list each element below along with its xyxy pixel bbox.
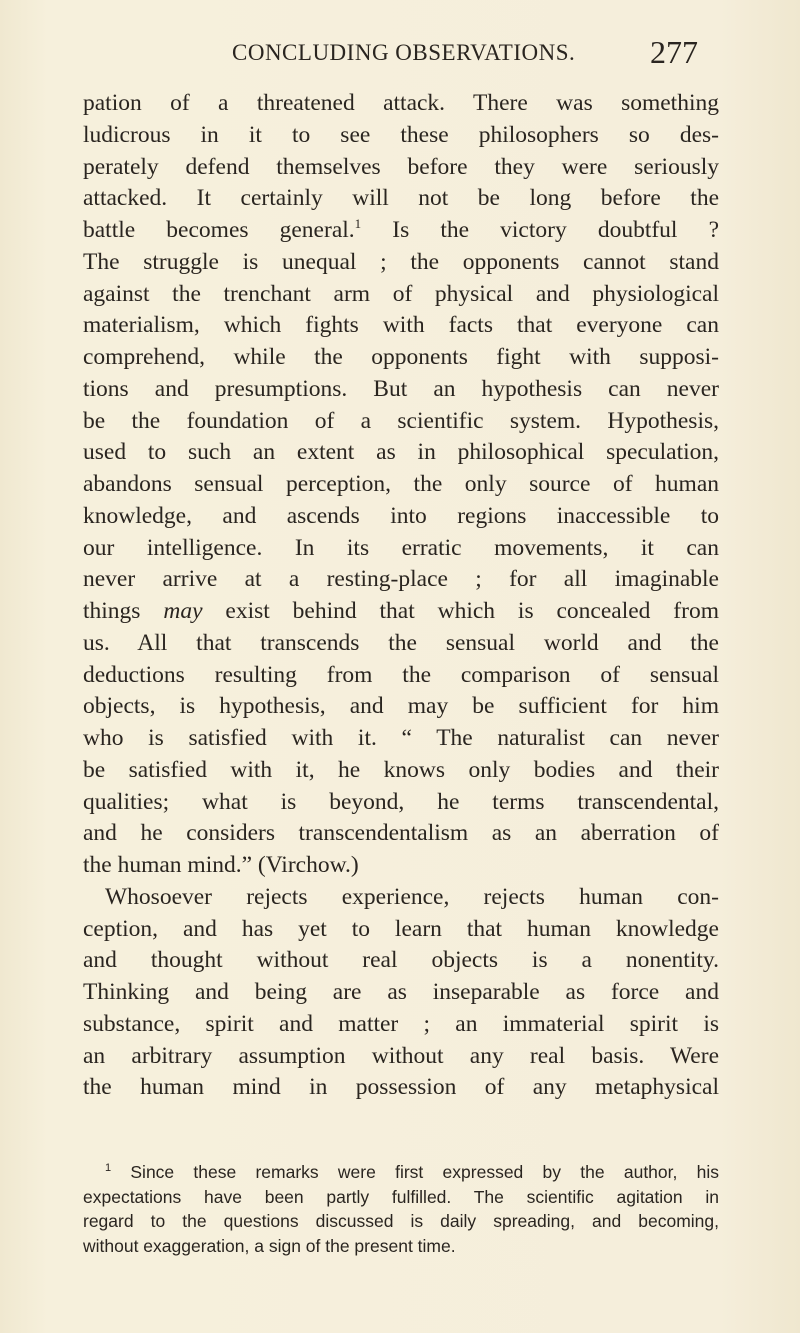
text-line: objects, is hypothesis, and may be sufficient for him — [83, 693, 719, 720]
footnote-line: expectations have been partly fulfilled. The scientific agitation in — [83, 1186, 719, 1207]
text-line: abandons sensual perception, the only source of human — [83, 471, 719, 497]
text-line — [83, 215, 719, 247]
footnote-line: regard to the questions discussed is daily spreading, and becoming, — [83, 1211, 719, 1231]
text-line — [83, 596, 719, 628]
page-number: 277 — [650, 34, 698, 70]
italic-emphasis: may — [163, 598, 203, 624]
text-line: tions and presumptions. But an hypothesis can never — [83, 375, 719, 402]
text-segment: battle becomes general. — [83, 217, 355, 243]
footnote-line: without exaggeration, a sign of the present time. — [83, 1235, 456, 1256]
text-line: be the foundation of a scientific system. Hypothesis, — [83, 407, 719, 434]
running-head — [0, 34, 800, 74]
text-segment: exist behind that which is concealed from — [202, 598, 719, 624]
text-line: be satisfied with it, he knows only bodies and their — [83, 756, 719, 783]
text-line: used to such an extent as in philosophical speculation, — [83, 439, 719, 466]
text-line: who is satisfied with it. “ The naturalist can never — [83, 725, 719, 751]
text-line: never arrive at a resting-place ; for all imaginable — [83, 566, 719, 593]
text-line: The struggle is unequal ; the opponents cannot stand — [83, 248, 719, 275]
text-line: attacked. It certainly will not be long before the — [83, 185, 719, 212]
text-line: substance, spirit and matter ; an immaterial spirit is — [83, 1010, 719, 1037]
text-line: materialism, which fights with facts that everyone can — [83, 312, 719, 339]
text-line: ception, and has yet to learn that human knowledge — [83, 915, 719, 942]
text-segment: things — [83, 598, 164, 624]
text-line: knowledge, and ascends into regions inaccessible to — [83, 502, 719, 529]
text-line: and thought without real objects is a nonentity. — [83, 947, 719, 974]
text-line: Thinking and being are as inseparable as force and — [83, 979, 719, 1005]
text-line: the human mind.” (Virchow.) — [83, 852, 359, 878]
text-line: an arbitrary assumption without any real basis. Were — [83, 1042, 719, 1069]
text-line: our intelligence. In its erratic movements, it can — [83, 534, 719, 561]
footnote — [83, 1160, 719, 1258]
text-line: pation of a threatened attack. There was something — [83, 90, 719, 116]
text-line: the human mind in possession of any metaphysical — [83, 1074, 719, 1101]
footnote-reference: 1 — [354, 216, 362, 231]
paragraph-first-line: Whosoever rejects experience, rejects human con- — [105, 883, 719, 910]
footnote-line — [83, 1160, 719, 1185]
running-head-title: CONCLUDING OBSERVATIONS. — [232, 40, 576, 65]
text-line: comprehend, while the opponents fight with supposi- — [83, 344, 719, 370]
text-line: qualities; what is beyond, he terms transcendental, — [83, 788, 719, 815]
text-line: deductions resulting from the comparison of sensual — [83, 661, 719, 688]
footnote-text: Since these remarks were first expressed by the author, his — [111, 1162, 719, 1182]
text-line: perately defend themselves before they were seriously — [83, 153, 719, 180]
footnote-marker: 1 — [105, 1162, 112, 1174]
text-line: ludicrous in it to see these philosophers so des- — [83, 121, 719, 148]
text-line: us. All that transcends the sensual world and the — [83, 629, 719, 656]
text-line: against the trenchant arm of physical and physiological — [83, 280, 719, 307]
body-text — [83, 88, 719, 1104]
text-segment: Is the victory doubtful ? — [361, 217, 720, 243]
text-line: and he considers transcendentalism as an aberration of — [83, 820, 719, 847]
